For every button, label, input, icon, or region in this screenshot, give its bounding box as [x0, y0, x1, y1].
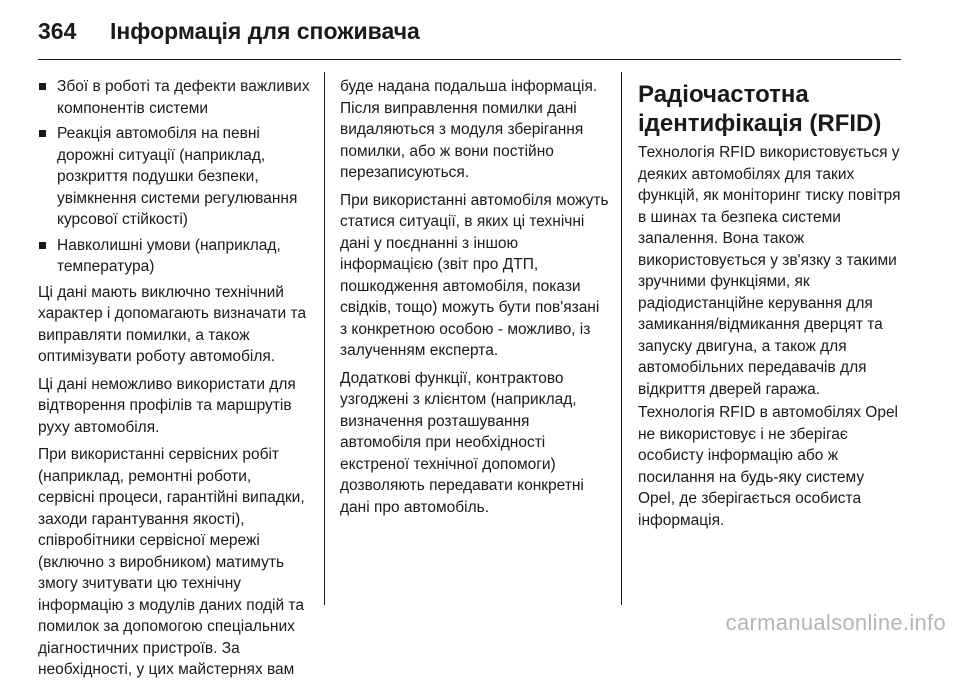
paragraph: Ці дані неможливо використати для відтворення профілів та маршрутів руху автомобіля. [38, 375, 296, 436]
paragraph: Ці дані мають виключно технічний характер і допомагають визначати та виправляти помилки, а також оптимізувати роботу автомобіля. [38, 283, 307, 365]
list-item [38, 123, 310, 231]
column-3 [638, 80, 903, 533]
watermark: carmanualsonline.info [725, 610, 946, 635]
header-rule [38, 59, 901, 60]
paragraph: Технологія RFID використовується у деяких автомобілях для таких функцій, як моніторинг тиску повітря в шинах та безпека системи запалення. Вона також використовується у зв'язку з такими зручними функціями, як радіодистанційне керування для замикання/відмикання дверцят та запуску двигуна, а також для автомобільних передавачів для відкриття дверей гаража. [638, 144, 901, 398]
list-item [38, 76, 310, 119]
column-1 [38, 76, 310, 687]
list-item-text: Реакція автомобіля на певні дорожні ситуації (наприклад, розкриття подушки безпеки, увімкнення системи регулювання курсової стійкості) [57, 125, 298, 228]
paragraph: Технологія RFID в автомобілях Opel не використовує і не зберігає особисту інформацію або ж посилання на будь-яку систему Opel, де зберігається особиста інформація. [638, 404, 899, 529]
square-bullet-icon [39, 242, 46, 249]
section-heading: Радіочастотна ідентифікація (RFID) [638, 81, 882, 137]
square-bullet-icon [39, 83, 46, 90]
paragraph: Додаткові функції, контрактово узгоджені з клієнтом (наприклад, визначення розташування автомобіля при необхідності екстреної технічної допомоги) дозволяють передавати конкретні дані про автомобіль. [340, 369, 584, 516]
paragraph: При використанні сервісних робіт (наприклад, ремонтні роботи, сервісні процеси, гарантійні випадки, заходи гарантування якості), співробітники сервісної мережі (включно з виробником) матимуть змогу зчитувати цю технічну інформацію з модулів даних подій та помилок за допомогою спеціальних діагностичних пристроїв. За необхідності, у цих майстернях вам [38, 446, 305, 678]
square-bullet-icon [39, 130, 46, 137]
column-2 [340, 76, 610, 524]
page-header [38, 18, 420, 45]
paragraph: буде надана подальша інформація. Після виправлення помилки дані видаляються з модуля зберігання помилки, або ж вони постійно перезаписуються. [340, 78, 598, 181]
page-title: Інформація для споживача [110, 18, 420, 44]
page-number: 364 [38, 18, 77, 44]
list-item-text: Збої в роботі та дефекти важливих компонентів системи [57, 78, 310, 117]
bullet-list [38, 76, 310, 278]
paragraph: При використанні автомобіля можуть статися ситуації, в яких ці технічні дані у поєднанні з іншою інформацією (звіт про ДТП, пошкодження автомобіля, покази свідків, тощо) можуть бути пов'язані з конкретною особою - можливо, із залученням експерта. [340, 191, 609, 359]
list-item [38, 235, 310, 278]
list-item-text: Навколишні умови (наприклад, температура) [57, 236, 281, 275]
column-divider [324, 72, 325, 605]
column-divider [621, 72, 622, 605]
